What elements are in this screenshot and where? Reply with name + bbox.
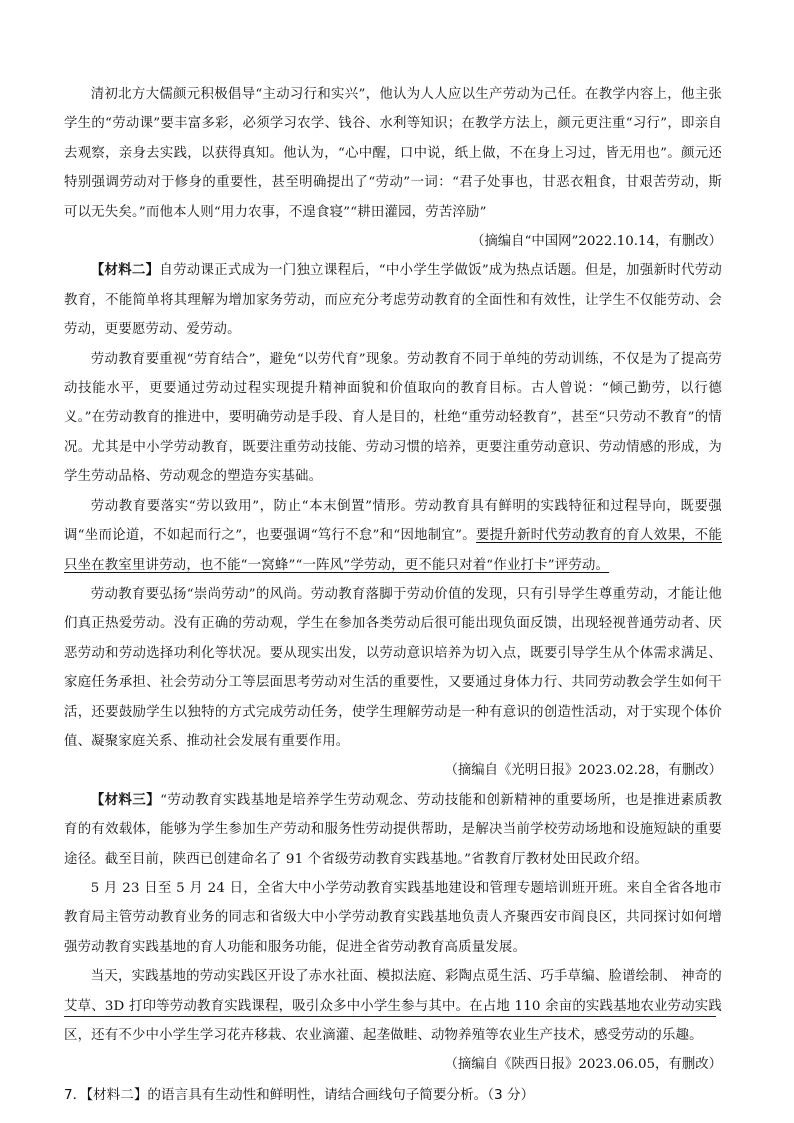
- material3-paragraph-3: 当天，实践基地的劳动实践区开设了赤水社面、模拟法庭、彩陶点觅生活、巧手草编、脸谱绘制、 神奇的艾草、3D 打印等劳动教育实践课程，吸引众多中小学生参与其中。在占地 110 余亩的实践基地农业劳动实践区，还有不少中小学生学习花卉移栽、农业滴灌、起垄做畦、动物养殖等农业生产技术，感受劳动的乐趣。: [64, 969, 722, 1043]
- material2-paragraph-2: 劳动教育要重视“劳育结合”，避免“以劳代育”现象。劳动教育不同于单纯的劳动训练，不仅是为了提高劳动技能水平，更要通过劳动过程实现提升精神面貌和价值取向的教育目标。古人曾说：“倾己勤劳，以行德义。”在劳动教育的推进中，要明确劳动是手段、育人是目的，杜绝“重劳动轻教育”，甚至“只劳动不教育”的情况。尤其是中小学劳动教育，既要注重劳动技能、劳动习惯的培养，更要注重劳动意识、劳动情感的形成，为学生劳动品格、劳动观念的塑造夯实基础。: [64, 351, 722, 485]
- material3-tag: 【材料三】: [90, 791, 161, 808]
- document-body: [64, 80, 722, 1108]
- underlined-sentence: 要提升新时代劳动教育的育人效果，不能只坐在教室里讲劳动，也不能“一窝蜂”“一阵风”学劳动，更不能只对着“作业打卡”评劳动。: [64, 528, 722, 573]
- material3-source: （摘编自《陕西日报》2023.06.05，有删改）: [444, 1057, 722, 1073]
- material1-paragraph: 清初北方大儒颜元积极倡导“主动习行和实兴”，他认为人人应以生产劳动为己任。在教学内容上，他主张学生的“劳动课”要丰富多彩，必须学习农学、钱谷、水利等知识；在教学方法上，颜元更注重“习行”，即亲自去观察，亲身去实践，以获得真知。他认为，“心中醒，口中说，纸上做，不在身上习过，皆无用也”。颜元还特别强调劳动对于修身的重要性，甚至明确提出了“劳动”一词：“君子处事也，甘恶衣粗食，甘艰苦劳动，斯可以无失矣。”而他本人则“用力农事，不遑食寝”“耕田灌园，劳苦淬励”: [64, 87, 722, 220]
- material2-tag: 【材料二】: [90, 262, 160, 279]
- material2-source: （摘编自《光明日报》2023.02.28，有删改）: [444, 763, 722, 779]
- material3-paragraph-1: [64, 786, 722, 874]
- material2-paragraph-1: [64, 256, 722, 344]
- material3-paragraph-2: 5 月 23 日至 5 月 24 日，全省大中小学劳动教育实践基地建设和管理专题培训班开班。来自全省各地市教育局主管劳动教育业务的同志和省级大中小学劳动教育实践基地负责人齐聚西安市阎良区，共同探讨如何增强劳动教育实践基地的育人功能和服务功能，促进全省劳动教育高质量发展。: [64, 880, 722, 955]
- material1-source: （摘编自“中国网”2022.10.14，有删改）: [470, 234, 722, 250]
- material2-p3-text: 劳动教育要落实“劳以致用”，防止“本末倒置”情形。劳动教育具有鲜明的实践特征和过程导向，既要强调“坐而论道，不如起而行之”，也要强调“笃行不怠”和“因地制宜”。: [64, 498, 722, 544]
- material2-paragraph-3: [64, 492, 722, 580]
- question-7: 7．【材料二】的语言具有生动性和鲜明性，请结合画线句子简要分析。（3 分）: [64, 1086, 535, 1103]
- material3-p1-text: “劳动教育实践基地是培养学生劳动观念、劳动技能和创新精神的重要场所，也是推进素质教育的有效载体，能够为学生参加生产劳动和服务性劳动提供帮助，是解决当前学校劳动场地和设施短缺的重要途径。截至目前，陕西已创建命名了 91 个省级劳动教育实践基地。”省教育厅教材处田民政介绍。: [64, 792, 723, 867]
- material2-p1-text: 自劳动课正式成为一门独立课程后，“中小学生学做饭”成为热点话题。但是，加强新时代劳动教育，不能简单将其理解为增加家务劳动，而应充分考虑劳动教育的全面性和有效性，让学生不仅能劳动、会劳动，更要愿劳动、爱劳动。: [64, 263, 723, 338]
- material2-paragraph-4: 劳动教育要弘扬“崇尚劳动”的风尚。劳动教育落脚于劳动价值的发现，只有引导学生尊重劳动，才能让他们真正热爱劳动。没有正确的劳动观，学生在参加各类劳动后很可能出现负面反馈，出现轻视普通劳动者、厌恶劳动和劳动选择功利化等状况。要从现实出发，以劳动意识培养为切入点，既要引导学生从个体需求满足、家庭任务承担、社会劳动分工等层面思考劳动对生活的重要性，又要通过身体力行、共同劳动教会学生如何干活，还要鼓励学生以独特的方式完成劳动任务，使学生理解劳动是一种有意识的创造性活动，对于实现个体价值、凝聚家庭关系、推动社会发展有重要作用。: [64, 586, 722, 749]
- answer-line[interactable]: [64, 1016, 716, 1017]
